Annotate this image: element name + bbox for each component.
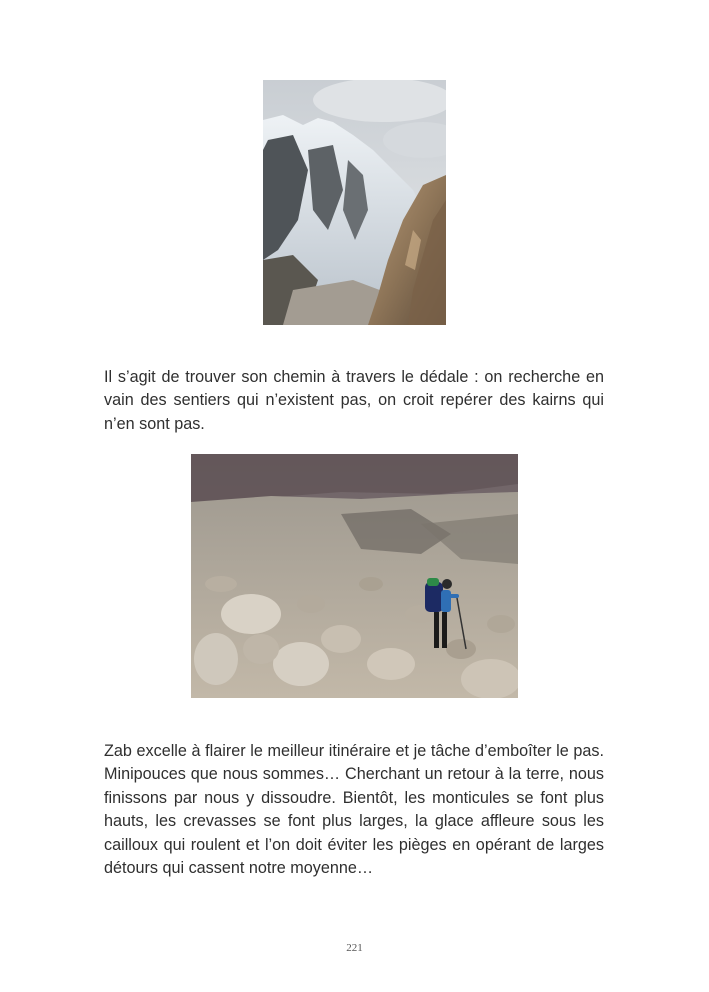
- glacier-hiker-photo-drawing: [191, 454, 518, 698]
- mountain-photo: [263, 80, 446, 325]
- glacier-hiker-photo: [191, 454, 518, 698]
- body-paragraph-1: Il s’agit de trouver son chemin à travers le dédale : on recherche en vain des sentiers qui n’existent pas, on croit repérer des kairns qui n’en sont pas.: [104, 368, 604, 433]
- page-number: 221: [346, 942, 363, 954]
- body-paragraph-2: Zab excelle à flairer le meilleur itinéraire et je tâche d’emboîter le pas. Minipouces que nous sommes… Cherchant un retour à la terre, nous finissons par nous y dissoudre. Bientôt, les monticules se font plus hauts, les crevasses se font plus larges, la glace affleure sous les cailloux qui roulent et l’on doit éviter les pièges en opérant de larges détours qui cassent notre moyenne…: [104, 742, 604, 878]
- mountain-photo-drawing: [263, 80, 446, 325]
